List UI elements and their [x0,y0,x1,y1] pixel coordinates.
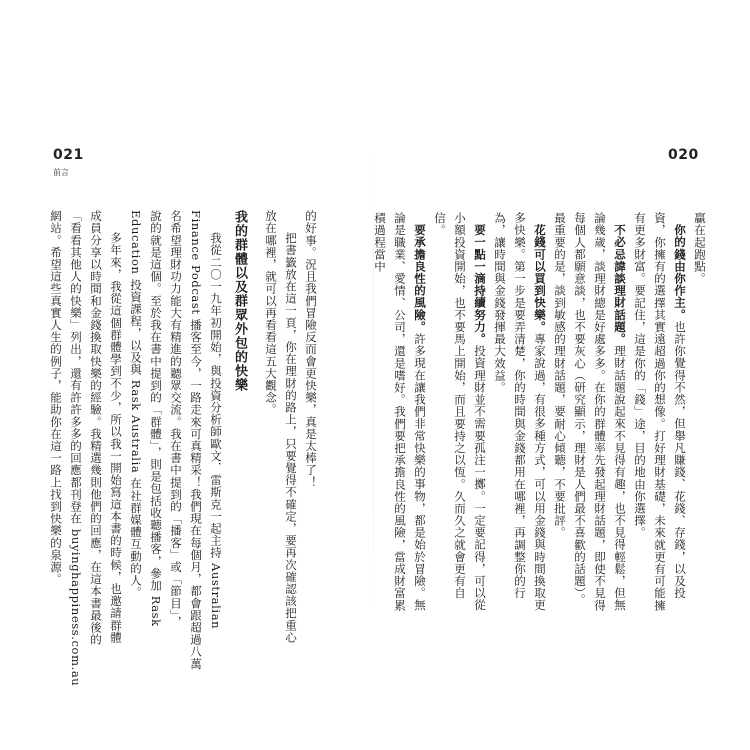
body-line: 說的就是這個。至於我在書中提到的「群體」，則是包括收聽播客，參加 Rask [149,210,163,627]
paragraph-text: 投資理財並不需要孤注一擲。一定要記得，可以從小額投資開始，也不要馬上開始，而且要持之以恆。久而久之就會更有自信。 [433,212,487,611]
paragraph [550,212,630,612]
running-head: 前言 [53,168,69,177]
continued-line: 的好事。況且我們冒險反而會更快樂，真是太棒了！ [304,210,318,489]
paragraph-text: 也許你覺得不然，但舉凡賺錢、花錢、存錢，以及投資，你擁有的選擇其實遠超過你的想像。打好理財基礎，未來就更有可能擁有更多財富。要記住，這是你的「錢」途，目的地由你選擇。 [633,212,687,612]
page-number-left: 021 [53,147,84,163]
continued-line: 放在哪裡，就可以再看看這五大觀念。 [264,210,278,416]
right-page-text [373,212,710,612]
key-point: 要承擔良性的風險。 [413,223,427,333]
page-number-right: 020 [668,147,699,163]
body-line: 網站。希望這些真實人生的例子，能助你在這一路上找到快樂的泉源。 [49,210,63,586]
paragraph [370,212,430,612]
body-line: Finance Podcast 播客至今，一路走來可真精采！我們現在每個月，都會跟超過八萬 [189,210,203,670]
body-line: 多年來，我從這個群體學到不少，所以我一開始寫這本書的時候，也邀請群體 [109,232,123,644]
paragraph [690,212,710,612]
body-line: 「看看其他人的快樂」列出，還有許許多多的回應都刊登在 buyinghappiness.com.au [69,210,83,687]
paragraph [430,212,490,612]
body-line: Education 投資課程，以及與 Rask Australia 在社群媒體互動的人。 [129,210,143,599]
key-point: 你的錢由你作主。 [673,223,687,321]
key-point: 花錢可以買到快樂。 [533,223,547,333]
body-line: 名希望理財功力能大有精進的聽眾交流。我在書中提到的「播客」或「節目」， [169,210,183,628]
paragraph-text: 理財話題說起來不見得有趣，也不見得輕鬆，但無論幾歲，談理財總是好處多多。在你的群體率先發起理財話題，即使不見得每個人都願意談，也不要灰心（研究顯示，理財是人們最不喜歡的話題）。最重要的是，談到敏感的理財話題，要耐心傾聽，不要批評。 [553,212,627,612]
continued-line: 把書籤放在這一頁，你在理財的路上，只要覺得不確定，要再次確認該把重心 [284,232,298,644]
paragraph [630,212,690,612]
key-point: 不必忌諱談理財話題。 [613,223,627,345]
paragraph [490,212,550,612]
body-line: 我從二〇一九年初開始，與投資分析師歐文．雷斯克一起主持 Australian [209,232,223,630]
section-heading: 我的群體以及群眾外包的快樂 [232,210,247,392]
key-point: 要一點一滴持續努力。 [473,223,487,345]
paragraph-text: 許多現在讓我們非常快樂的事物，都是始於冒險。無論是職業、愛情、公司，還是嗜好。我們要把承擔良性的風險，當成財富累積過程當中 [373,212,427,612]
paragraph-text: 贏在起跑點。 [693,212,707,285]
paragraph-text: 專家說過，有很多種方式，可以用金錢與時間換取更多快樂。第一步是要弄清楚，你的時間與金錢都用在哪裡，再調整你的行為，讓時間與金錢發揮最大效益。 [493,212,547,611]
body-line: 成員分享以時間和金錢換取快樂的經驗。我精選幾則他們的回應，在這本書最後的 [89,210,103,646]
